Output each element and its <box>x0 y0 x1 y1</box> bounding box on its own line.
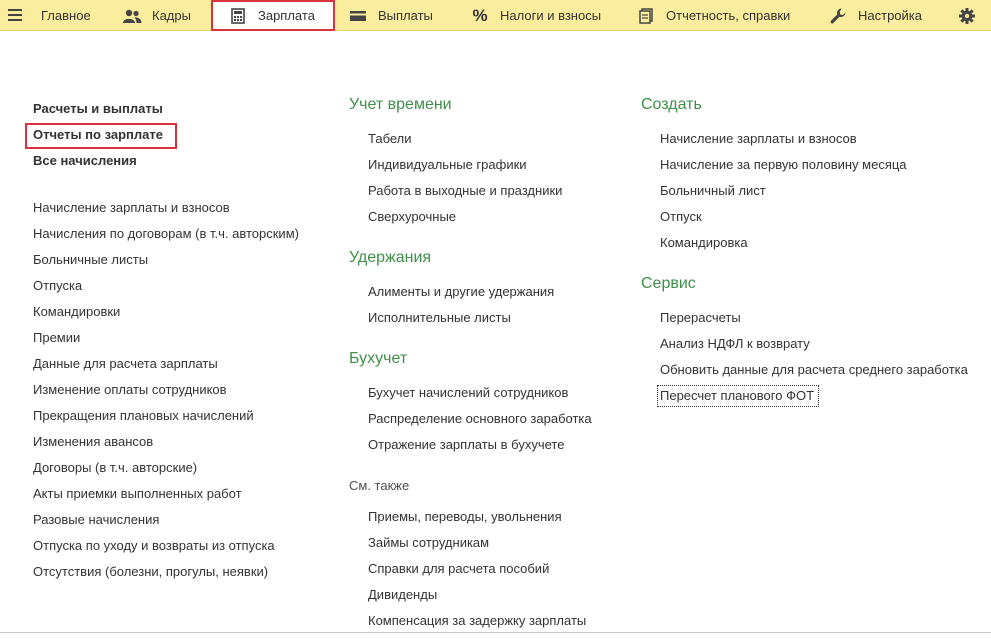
list-item[interactable]: Данные для расчета зарплаты <box>33 356 218 371</box>
tab-payments[interactable] <box>348 0 433 31</box>
section-panel <box>0 0 991 31</box>
tab-reports[interactable] <box>636 0 790 31</box>
reports-icon <box>636 7 656 25</box>
list-item[interactable]: Отражение зарплаты в бухучете <box>368 437 565 452</box>
list-item[interactable]: Отпуска по уходу и возвраты из отпуска <box>33 538 275 553</box>
list-item[interactable]: Табели <box>368 131 412 146</box>
people-icon <box>122 7 142 25</box>
list-item[interactable]: Обновить данные для расчета среднего заработка <box>660 362 968 377</box>
tab-label: Зарплата <box>258 8 315 23</box>
tab-main[interactable] <box>41 0 91 31</box>
group-heading-accounting: Бухучет <box>349 350 408 367</box>
group-heading-deductions: Удержания <box>349 249 432 266</box>
list-item[interactable]: Исполнительные листы <box>368 310 511 325</box>
group-heading-service: Сервис <box>641 275 696 292</box>
list-item[interactable]: Договоры (в т.ч. авторские) <box>33 460 198 475</box>
group-heading-see-also: См. также <box>349 478 410 493</box>
tab-settings[interactable] <box>828 0 922 31</box>
list-item[interactable]: Анализ НДФЛ к возврату <box>660 336 810 351</box>
list-item[interactable]: Начисление зарплаты и взносов <box>33 200 230 215</box>
list-item[interactable]: Пересчет планового ФОТ <box>660 388 815 403</box>
tab-hr[interactable] <box>122 0 191 31</box>
list-item[interactable]: Перерасчеты <box>660 310 741 325</box>
group-heading-time: Учет времени <box>349 96 452 113</box>
tab-salary[interactable] <box>213 0 333 31</box>
tab-label: Выплаты <box>378 8 433 23</box>
list-item[interactable]: Отпуска <box>33 278 83 293</box>
gear-icon[interactable] <box>957 6 977 26</box>
list-item[interactable]: Больничные листы <box>33 252 149 267</box>
list-item[interactable]: Справки для расчета пособий <box>368 561 550 576</box>
percent-icon: % <box>472 5 488 25</box>
list-item[interactable]: Больничный лист <box>660 183 766 198</box>
list-item[interactable]: Займы сотрудникам <box>368 535 490 550</box>
list-item[interactable]: Бухучет начислений сотрудников <box>368 385 569 400</box>
list-item[interactable]: Изменение оплаты сотрудников <box>33 382 227 397</box>
link-salary-reports[interactable]: Отчеты по зарплате <box>33 127 163 142</box>
list-item[interactable]: Начисление зарплаты и взносов <box>660 131 857 146</box>
menu-icon[interactable] <box>6 6 24 24</box>
list-item[interactable]: Начисления по договорам (в т.ч. авторским) <box>33 226 299 241</box>
list-item[interactable]: Дивиденды <box>368 587 438 602</box>
tab-label: Настройка <box>858 8 922 23</box>
list-item[interactable]: Компенсация за задержку зарплаты <box>368 613 587 628</box>
list-item[interactable]: Приемы, переводы, увольнения <box>368 509 562 524</box>
list-item[interactable]: Изменения авансов <box>33 434 154 449</box>
tab-label: Главное <box>41 8 91 23</box>
list-item[interactable]: Разовые начисления <box>33 512 160 527</box>
list-item[interactable]: Алименты и другие удержания <box>368 284 555 299</box>
link-all-accruals[interactable]: Все начисления <box>33 153 137 168</box>
calculator-icon <box>228 7 248 25</box>
tab-label: Кадры <box>152 8 191 23</box>
list-item[interactable]: Распределение основного заработка <box>368 411 592 426</box>
list-item[interactable]: Акты приемки выполненных работ <box>33 486 242 501</box>
link-calculations-payments[interactable]: Расчеты и выплаты <box>33 101 163 116</box>
wrench-icon <box>828 7 848 25</box>
list-item[interactable]: Работа в выходные и праздники <box>368 183 563 198</box>
tab-label: Налоги и взносы <box>500 8 602 23</box>
tab-label: Отчетность, справки <box>666 8 791 23</box>
list-item[interactable]: Прекращения плановых начислений <box>33 408 254 423</box>
group-heading-create: Создать <box>641 96 702 113</box>
list-item[interactable]: Командировки <box>33 304 121 319</box>
list-item[interactable]: Сверхурочные <box>368 209 457 224</box>
divider <box>0 632 991 633</box>
list-item[interactable]: Премии <box>33 330 81 345</box>
list-item[interactable]: Отпуск <box>660 209 702 224</box>
list-item[interactable]: Командировка <box>660 235 748 250</box>
list-item[interactable]: Индивидуальные графики <box>368 157 527 172</box>
card-icon <box>348 7 368 25</box>
list-item[interactable]: Отсутствия (болезни, прогулы, неявки) <box>33 564 269 579</box>
tab-taxes[interactable] <box>470 0 601 31</box>
list-item[interactable]: Начисление за первую половину месяца <box>660 157 907 172</box>
